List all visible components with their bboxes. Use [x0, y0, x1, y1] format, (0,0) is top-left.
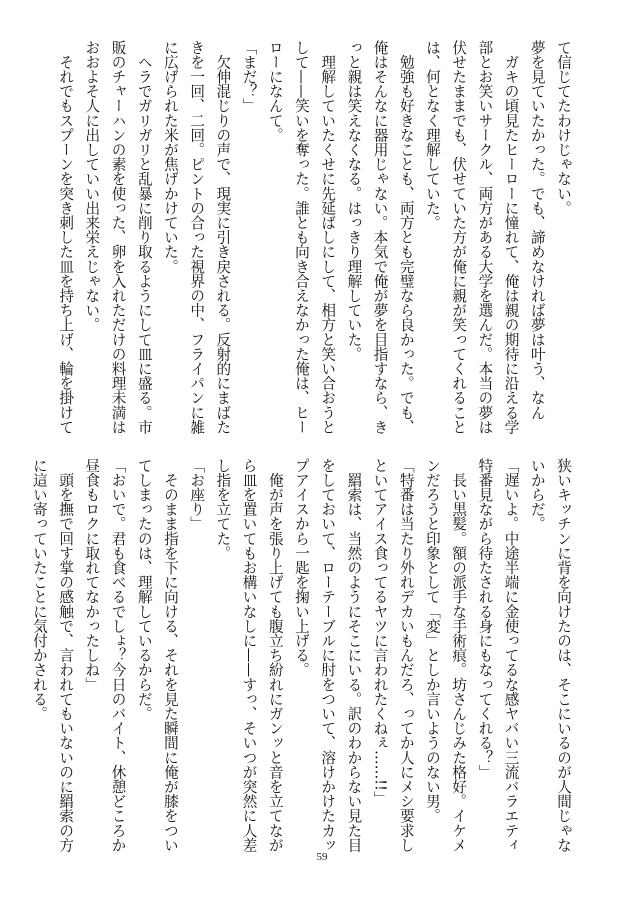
page-number: 59	[316, 851, 328, 863]
lower-text-block: 狭いキッチンに背を向けたのは、そこにいるのが人間じゃな いからだ。 「遅いよ。中途半端に金使ってるな感ヤバい三流バラエティ 特番見ながら待たされる身にもなってくれる？」 長い黒髪。額の派手な手術痕。坊さんじみた格好。イケメ ンだろうと印象として「変」としか言いようのない男。 「特番は当たり外れデカいもんだろ、ってか人にメシ要求し といてアイス食ってるヤツに言われたくねぇ……!!」 羂索は、当然のようにそこにいる。訳のわからない見た目 をしておいて、ローテーブルに肘をついて、溶けかけたカッ プアイスから一匙を掬い上げる。 俺が声を張り上げても腹立ち紛れにガンッと音を立てなが ら皿を置いてもお構いなしに——すっ、そいつが突然に人差 し指を立てた。 「お座り」 そのまま指を下に向ける、それを見た瞬間に俺が膝をつい てしまったのは、理解しているからだ。 「おいで。君も食べるでしょ？今日のバイト、休憩どころか 昼食もロクに取れてなかったしね」 頭を撫で回す掌の感触で、言われてもいないのに羂索の方 に這い寄っていたことに気付かされる。	[30, 458, 572, 853]
upper-text-block: て信じてたわけじゃない。 夢を見ていたかった。でも、諦めなければ夢は叶う、なん ガキの頃見たヒーローに憧れて、俺は親の期待に沿える学 部とお笑いサークル、両方がある大学を選んだ。本当の夢は 伏せたままでも、伏せていた方が俺に親が笑ってくれること は、何となく理解していた。 勉強も好きなことも、両方とも完璧なら良かった。でも、 俺はそんなに器用じゃない。本気で俺が夢を目指すなら、き っと親は笑えなくなる。はっきり理解していた。 理解していたくせに先延ばしにして、相方と笑い合おうと して——笑いを奪った。誰とも向き合えなかった俺は、ヒー ローになんて。 「まだ？」 欠伸混じりの声で、現実に引き戻される。反射的にまばた きを一回、二回。ピントの合った視界の中、フライパンに雑 に広げられた米が焦げかけていた。 ヘラでガリガリと乱暴に削り取るようにして皿に盛る。市 販のチャーハンの素を使った、卵を入れただけの料理未満は おおよそ人に出していい出来栄えじゃない。 それでもスプーンを突き刺した皿を持ち上げ、輪を掛けて	[57, 40, 572, 435]
